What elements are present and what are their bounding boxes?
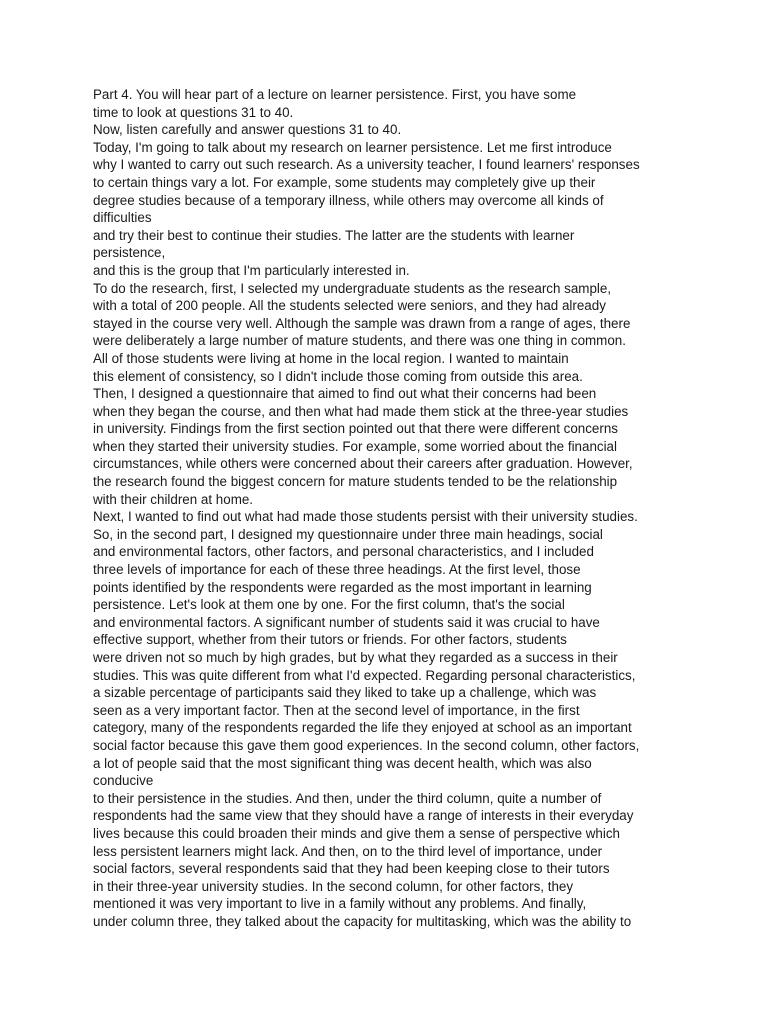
text-line: were deliberately a large number of mature students, and there was one thing in common. bbox=[93, 333, 626, 349]
text-line: degree studies because of a temporary illness, while others may overcome all kinds of bbox=[93, 192, 604, 208]
text-line: category, many of the respondents regarded the life they enjoyed at school as an important bbox=[93, 720, 632, 736]
text-line: studies. This was quite different from what I'd expected. Regarding personal characteristics, bbox=[93, 667, 636, 683]
text-line: persistence, bbox=[93, 245, 166, 261]
text-line: with a total of 200 people. All the students selected were seniors, and they had already bbox=[93, 298, 606, 314]
text-line: lives because this could broaden their minds and give them a sense of perspective which bbox=[93, 825, 620, 841]
text-line: why I wanted to carry out such research. As a university teacher, I found learners' responses bbox=[93, 157, 640, 173]
text-line: seen as a very important factor. Then at the second level of importance, in the first bbox=[93, 702, 580, 718]
text-line: to certain things vary a lot. For example, some students may completely give up their bbox=[93, 174, 596, 190]
text-line: a lot of people said that the most significant thing was decent health, which was also bbox=[93, 755, 592, 771]
text-line: and environmental factors, other factors, and personal characteristics, and I included bbox=[93, 544, 594, 560]
text-line: when they started their university studies. For example, some worried about the financial bbox=[93, 438, 617, 454]
text-line: So, in the second part, I designed my questionnaire under three main headings, social bbox=[93, 526, 603, 542]
text-line: this element of consistency, so I didn't include those coming from outside this area. bbox=[93, 368, 583, 384]
text-line: time to look at questions 31 to 40. bbox=[93, 104, 294, 120]
text-line: and try their best to continue their studies. The latter are the students with learner bbox=[93, 227, 575, 243]
text-line: Part 4. You will hear part of a lecture on learner persistence. First, you have some bbox=[93, 87, 577, 102]
text-line: Next, I wanted to find out what had made those students persist with their university studies. bbox=[93, 509, 638, 525]
text-line: social factors, several respondents said that they had been keeping close to their tutors bbox=[93, 861, 610, 877]
text-line: conducive bbox=[93, 773, 154, 789]
text-line: difficulties bbox=[93, 210, 152, 226]
text-line: under column three, they talked about the capacity for multitasking, which was the ability to bbox=[93, 913, 632, 929]
text-line: when they began the course, and then what had made them stick at the three-year studies bbox=[93, 403, 629, 419]
text-line: stayed in the course very well. Although the sample was drawn from a range of ages, there bbox=[93, 315, 631, 331]
text-line: and environmental factors. A significant number of students said it was crucial to have bbox=[93, 614, 600, 630]
text-line: mentioned it was very important to live in a family without any problems. And finally, bbox=[93, 896, 587, 912]
text-line: All of those students were living at home in the local region. I wanted to maintain bbox=[93, 350, 569, 366]
text-line: a sizable percentage of participants said they liked to take up a challenge, which was bbox=[93, 685, 597, 701]
text-line: in university. Findings from the first section pointed out that there were different concerns bbox=[93, 421, 618, 437]
text-line: circumstances, while others were concerned about their careers after graduation. However, bbox=[93, 456, 633, 472]
text-line: social factor because this gave them good experiences. In the second column, other factors, bbox=[93, 737, 640, 753]
text-line: Today, I'm going to talk about my research on learner persistence. Let me first introduce bbox=[93, 139, 612, 155]
text-line: Now, listen carefully and answer questions 31 to 40. bbox=[93, 122, 402, 138]
text-line: with their children at home. bbox=[93, 491, 254, 507]
text-line: and this is the group that I'm particularly interested in. bbox=[93, 262, 410, 278]
text-line: the research found the biggest concern for mature students tended to be the relationship bbox=[93, 474, 618, 490]
text-line: effective support, whether from their tutors or friends. For other factors, students bbox=[93, 632, 567, 648]
text-line: three levels of importance for each of these three headings. At the first level, those bbox=[93, 562, 581, 578]
text-line: to their persistence in the studies. And then, under the third column, quite a number of bbox=[93, 790, 602, 806]
text-line: were driven not so much by high grades, but by what they regarded as a success in their bbox=[93, 650, 618, 665]
text-line: points identified by the respondents were regarded as the most important in learning bbox=[93, 579, 592, 595]
text-line: To do the research, first, I selected my undergraduate students as the research sample, bbox=[93, 280, 612, 296]
text-line: respondents had the same view that they should have a range of interests in their everyday bbox=[93, 808, 634, 824]
text-line: less persistent learners might lack. And then, on to the third level of importance, under bbox=[93, 843, 603, 859]
text-line: persistence. Let's look at them one by one. For the first column, that's the social bbox=[93, 597, 565, 613]
text-line: in their three-year university studies. In the second column, for other factors, they bbox=[93, 878, 574, 894]
lecture-transcript bbox=[93, 86, 693, 931]
text-line: Then, I designed a questionnaire that aimed to find out what their concerns had been bbox=[93, 386, 597, 402]
